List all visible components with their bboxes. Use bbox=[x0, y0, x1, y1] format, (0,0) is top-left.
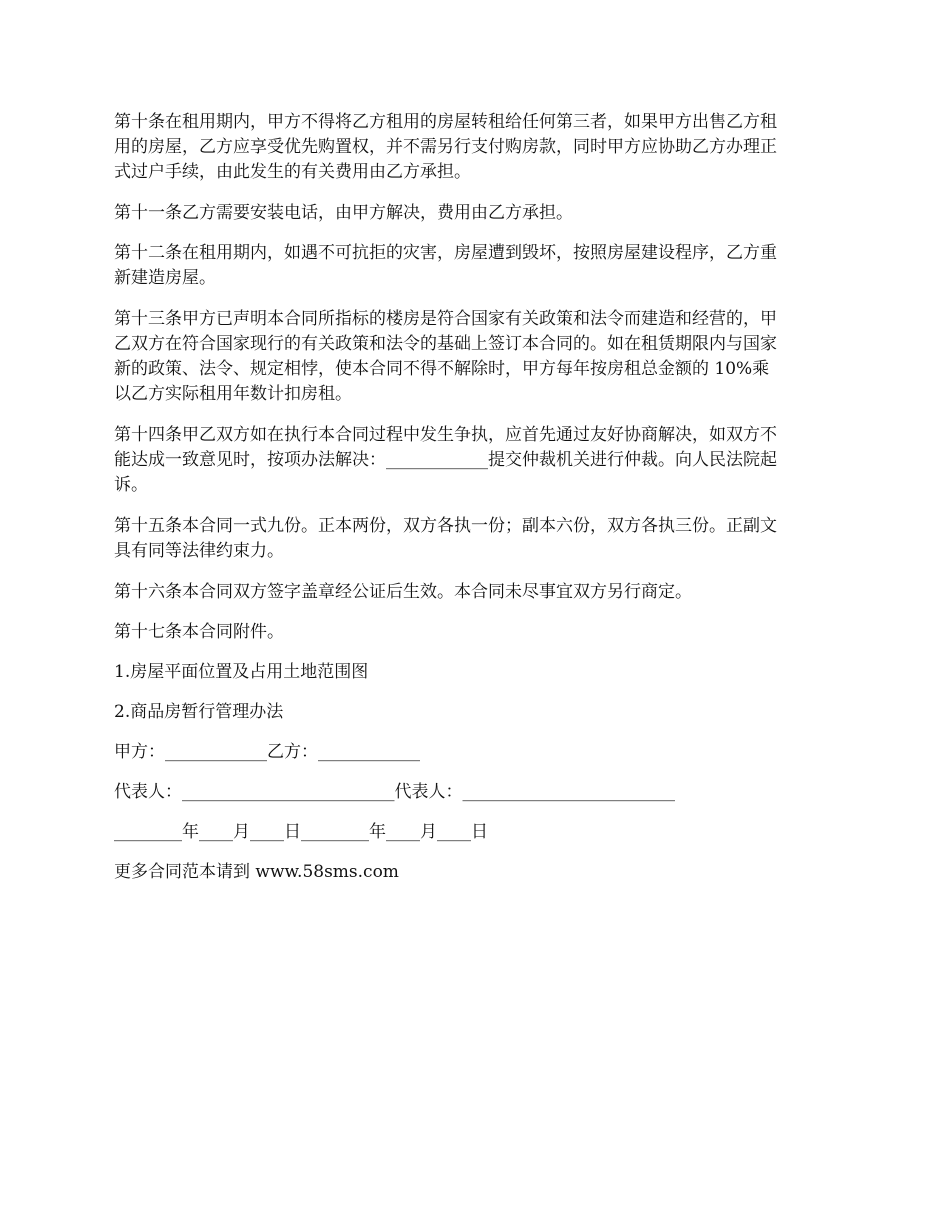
clause-12-line-2: 新建造房屋。 bbox=[114, 268, 216, 288]
clause-15 bbox=[114, 514, 838, 564]
clause-13-line-2: 乙双方在符合国家现行的有关政策和法令的基础上签订本合同的。如在租赁期限内与国家 bbox=[114, 334, 777, 354]
clause-15-line-1: 第十五条本合同一式九份。正本两份，双方各执一份；副本六份，双方各执三份。正副文 bbox=[114, 516, 777, 536]
signature-parties: 甲方：____________乙方：____________ bbox=[114, 742, 420, 762]
clause-10 bbox=[114, 110, 838, 185]
contract-content bbox=[114, 110, 838, 900]
clause-16 bbox=[114, 580, 838, 605]
clause-14 bbox=[114, 423, 838, 498]
clause-13-line-4: 以乙方实际租用年数计扣房租。 bbox=[114, 384, 352, 404]
clause-10-line-1: 第十条在租用期内，甲方不得将乙方租用的房屋转租给任何第三者，如果甲方出售乙方租 bbox=[114, 112, 777, 132]
footer-link-text: 更多合同范本请到 www.58sms.com bbox=[114, 862, 399, 882]
clause-11-line-1: 第十一条乙方需要安装电话，由甲方解决，费用由乙方承担。 bbox=[114, 203, 573, 223]
clause-17 bbox=[114, 620, 838, 645]
clause-14-line-2: 能达成一致意见时，按项办法解决：____________提交仲裁机关进行仲裁。向人民法院起 bbox=[114, 450, 777, 470]
clause-17-line-1: 第十七条本合同附件。 bbox=[114, 622, 284, 642]
clause-12 bbox=[114, 241, 838, 291]
attachment-1: 1.房屋平面位置及占用土地范围图 bbox=[114, 662, 369, 682]
signature-representatives: 代表人：_________________________代表人：_________________________ bbox=[114, 782, 675, 802]
clause-14-line-1: 第十四条甲乙双方如在执行本合同过程中发生争执，应首先通过友好协商解决，如双方不 bbox=[114, 425, 777, 445]
signature-date: ________年____月____日________年____月____日 bbox=[114, 822, 488, 842]
clause-13 bbox=[114, 307, 838, 407]
attachment-2: 2.商品房暂行管理办法 bbox=[114, 702, 284, 722]
clause-14-line-3: 诉。 bbox=[114, 475, 148, 495]
clause-15-line-2: 具有同等法律约束力。 bbox=[114, 541, 284, 561]
clause-10-line-3: 式过户手续，由此发生的有关费用由乙方承担。 bbox=[114, 162, 471, 182]
clause-12-line-1: 第十二条在租用期内，如遇不可抗拒的灾害，房屋遭到毁坏，按照房屋建设程序，乙方重 bbox=[114, 243, 777, 263]
clause-13-line-3: 新的政策、法令、规定相悖，使本合同不得不解除时，甲方每年按房租总金额的 10%乘 bbox=[114, 359, 770, 379]
clause-10-line-2: 用的房屋，乙方应享受优先购置权，并不需另行支付购房款，同时甲方应协助乙方办理正 bbox=[114, 137, 777, 157]
clause-16-line-1: 第十六条本合同双方签字盖章经公证后生效。本合同未尽事宜双方另行商定。 bbox=[114, 582, 692, 602]
clause-13-line-1: 第十三条甲方已声明本合同所指标的楼房是符合国家有关政策和法令而建造和经营的，甲 bbox=[114, 309, 777, 329]
clause-11 bbox=[114, 201, 838, 226]
